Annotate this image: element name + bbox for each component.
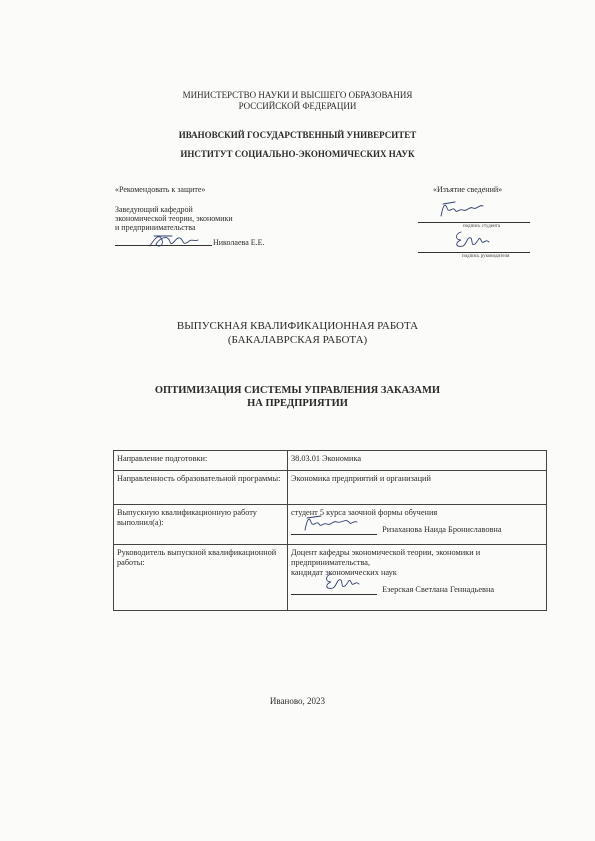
ministry-line-2: РОССИЙСКОЙ ФЕДЕРАЦИИ <box>238 101 357 111</box>
head-name: Николаева Е.Е. <box>213 238 265 247</box>
head-title-line-2: экономической теории, экономики <box>115 214 233 223</box>
author-signature <box>301 512 361 534</box>
topic-line-1: ОПТИМИЗАЦИЯ СИСТЕМЫ УПРАВЛЕНИЯ ЗАКАЗАМИ <box>154 385 441 396</box>
table-row <box>114 451 547 471</box>
supervisor-cell <box>288 545 547 611</box>
table-row <box>114 505 547 545</box>
direction-value: 38.03.01 Экономика <box>288 451 547 471</box>
table-row <box>114 545 547 611</box>
city-year: Иваново, 2023 <box>269 696 326 706</box>
head-signature <box>146 230 206 252</box>
direction-label: Направление подготовки: <box>114 451 288 471</box>
author-name: Ризаханова Наида Брониславовна <box>382 525 502 534</box>
recommend-label: «Рекомендовать к защите» <box>115 185 206 194</box>
student-sig-label: подпись студента <box>463 224 501 229</box>
head-title-line-1: Заведующий кафедрой <box>115 205 193 214</box>
supervisor-signature <box>321 570 365 594</box>
supervisor-signature-row <box>291 584 543 595</box>
supervisor-position-2: предпринимательства, <box>291 558 371 567</box>
table-row <box>114 471 547 505</box>
author-label: Выпускную квалификационную работу выполнил(а): <box>114 505 288 545</box>
ministry-line-1: МИНИСТЕРСТВО НАУКИ И ВЫСШЕГО ОБРАЗОВАНИЯ <box>182 90 413 100</box>
supervisor-signature-line <box>291 584 377 595</box>
info-table <box>113 450 547 611</box>
work-type-line-2: (БАКАЛАВРСКАЯ РАБОТА) <box>227 334 368 346</box>
university-name: ИВАНОВСКИЙ ГОСУДАРСТВЕННЫЙ УНИВЕРСИТЕТ <box>178 130 417 140</box>
student-signature-right <box>437 198 487 220</box>
institute-name: ИНСТИТУТ СОЦИАЛЬНО-ЭКОНОМИЧЕСКИХ НАУК <box>180 149 415 159</box>
withdrawal-label: «Изъятие сведений» <box>433 185 503 194</box>
head-title-line-3: и предпринимательства <box>115 223 196 232</box>
supervisor-degree: кандидат экономических наук <box>291 568 397 577</box>
supervisor-sig-line <box>418 252 530 253</box>
supervisor-label: Руководитель выпускной квалификационной работы: <box>114 545 288 611</box>
author-signature-row <box>291 524 543 535</box>
supervisor-position-1: Доцент кафедры экономической теории, экономики и <box>291 548 481 557</box>
supervisor-signature-right <box>451 228 495 252</box>
author-signature-line <box>291 524 377 535</box>
topic-line-2: НА ПРЕДПРИЯТИИ <box>247 398 348 409</box>
author-status: студент 5 курса заочной формы обучения <box>291 508 438 517</box>
supervisor-name: Езерская Светлана Геннадьевна <box>382 585 495 594</box>
student-sig-line <box>418 222 530 223</box>
program-label: Направленность образовательной программы: <box>114 471 288 505</box>
work-type-line-1: ВЫПУСКНАЯ КВАЛИФИКАЦИОННАЯ РАБОТА <box>176 320 419 332</box>
author-cell <box>288 505 547 545</box>
supervisor-sig-label: подпись руководителя <box>462 254 510 259</box>
program-value: Экономика предприятий и организаций <box>288 471 547 505</box>
